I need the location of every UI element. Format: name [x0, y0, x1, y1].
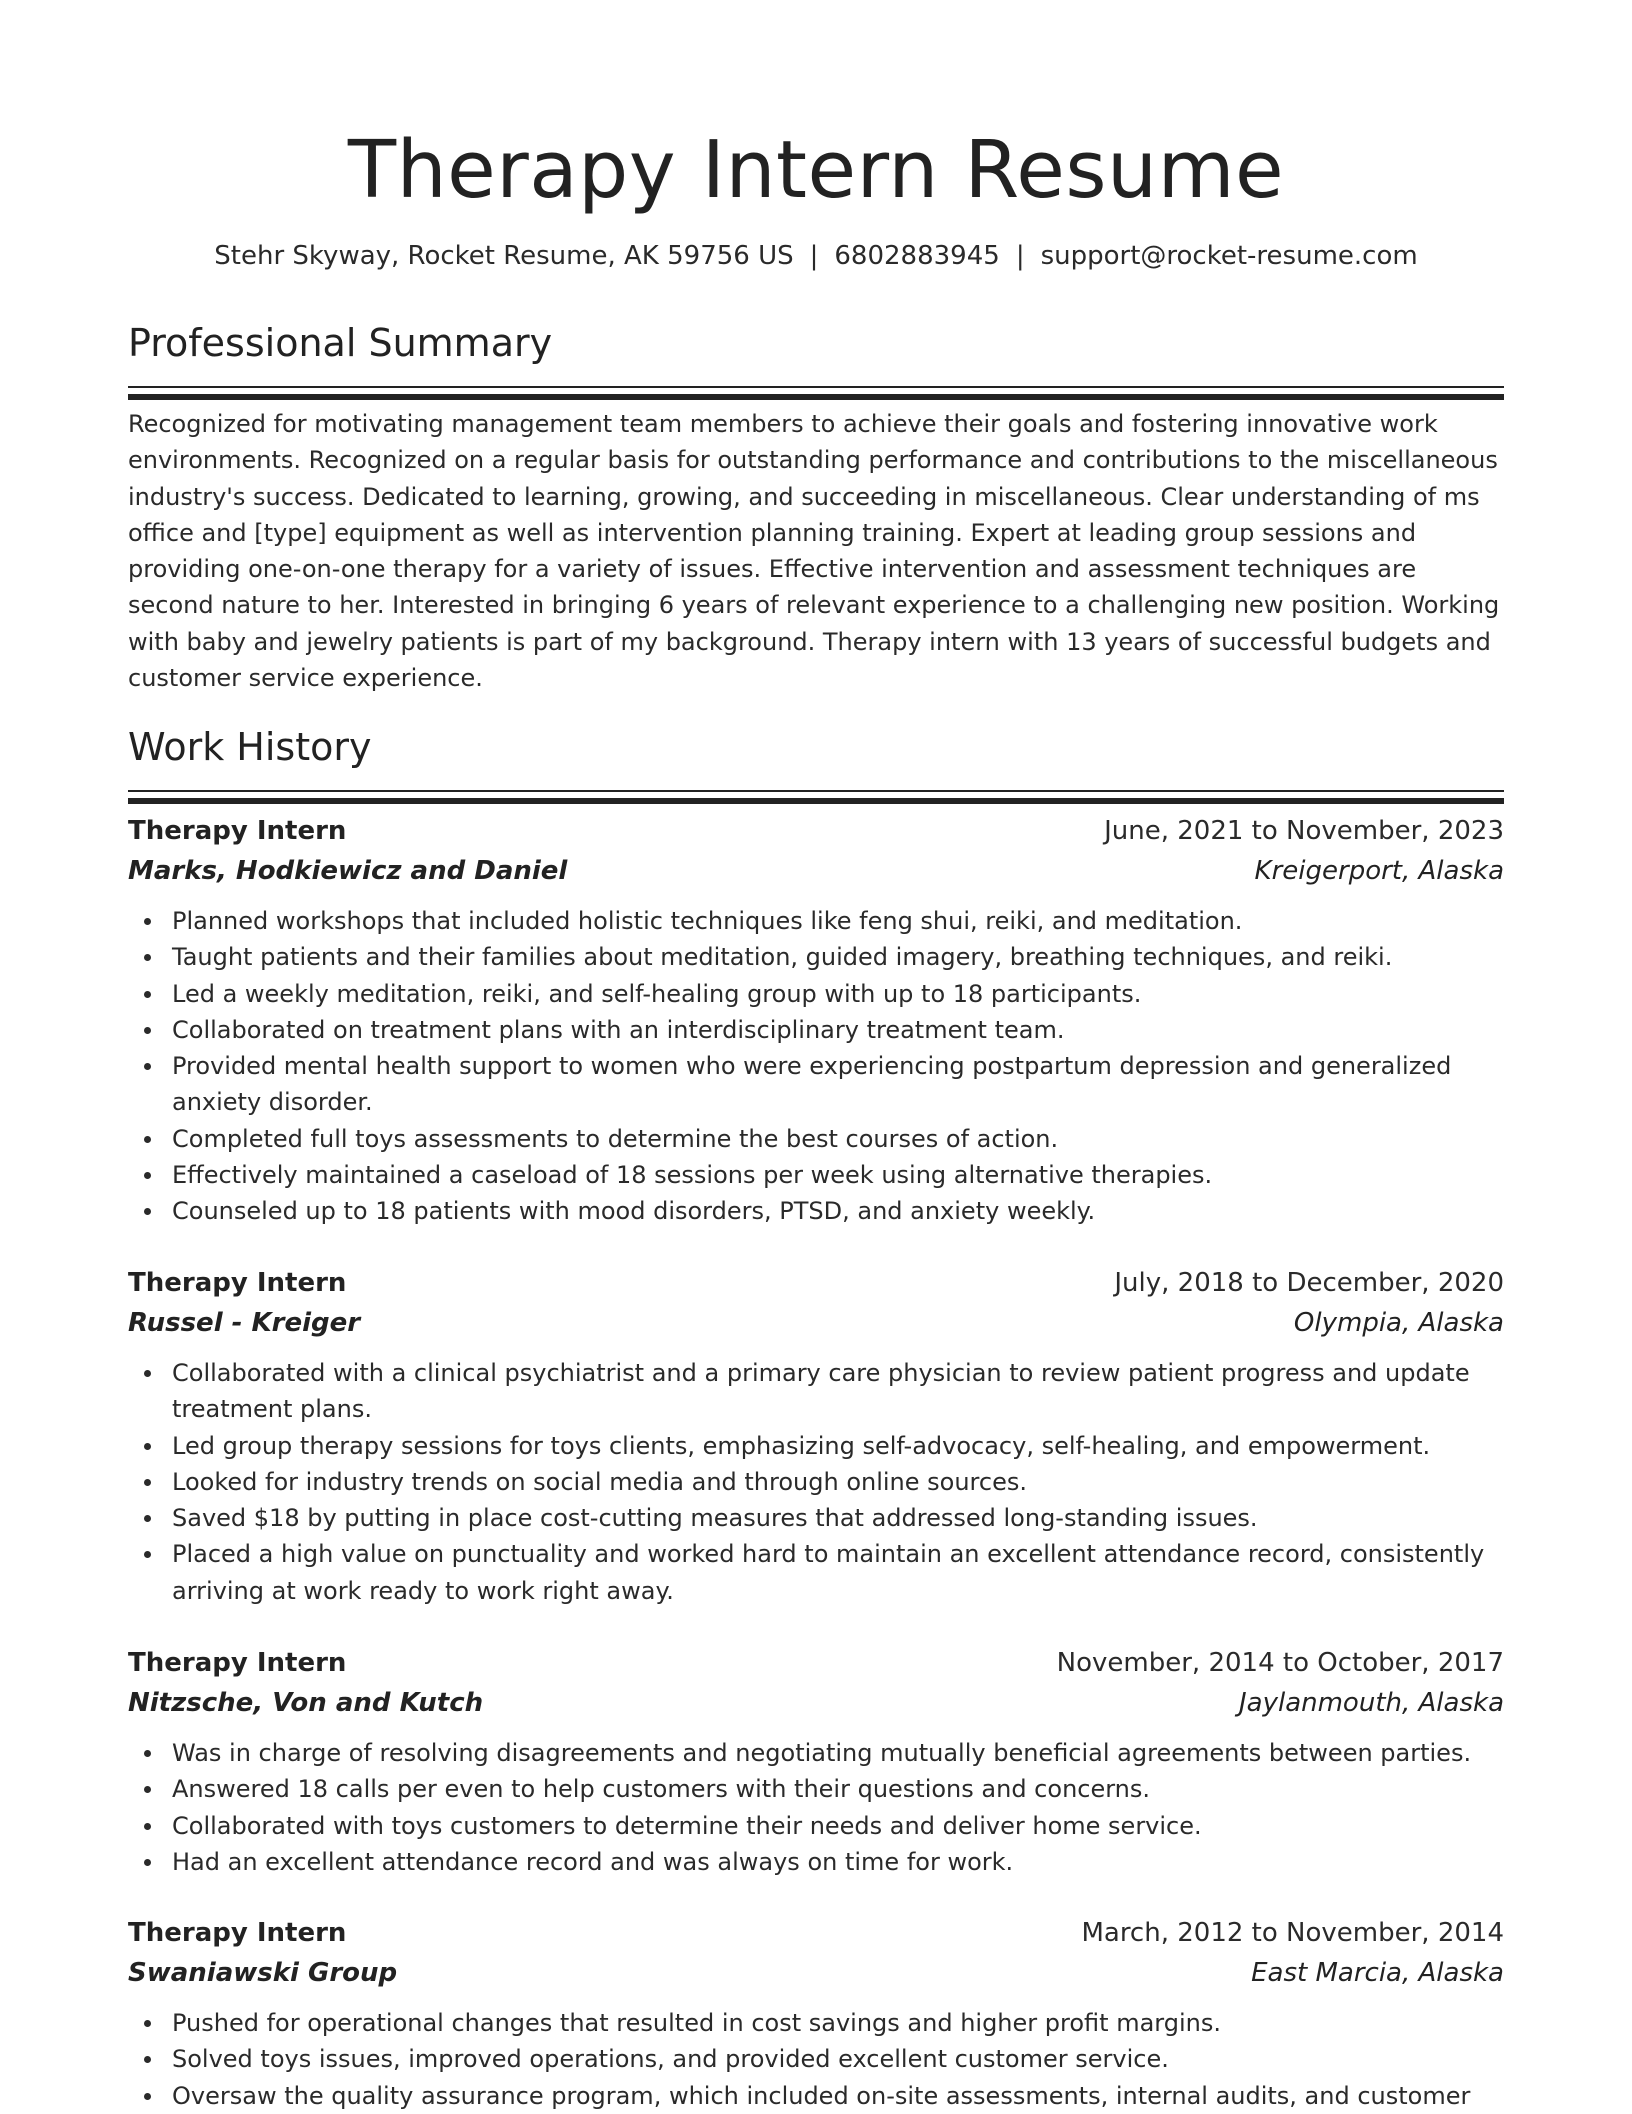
job-location: Jaylanmouth, Alaska [1238, 1688, 1504, 1718]
job-company: Russel - Kreiger [128, 1308, 361, 1338]
job-bullet: Counseled up to 18 patients with mood disorders, PTSD, and anxiety weekly. [128, 1193, 1504, 1229]
job-dates: November, 2014 to October, 2017 [1056, 1648, 1504, 1678]
job-dates: March, 2012 to November, 2014 [1081, 1918, 1504, 1948]
job-company-row [128, 1953, 1504, 1993]
section-divider [128, 386, 1504, 400]
contact-separator: | [1015, 241, 1025, 271]
job-company: Nitzsche, Von and Kutch [128, 1688, 484, 1718]
job-title: Therapy Intern [128, 1648, 347, 1678]
job-entry [128, 1263, 1504, 1609]
job-bullets [128, 903, 1504, 1230]
job-bullet: Was in charge of resolving disagreements and negotiating mutually beneficial agreements between parties. [128, 1735, 1504, 1771]
contact-address: Stehr Skyway, Rocket Resume, AK 59756 US [214, 241, 794, 271]
job-bullet: Taught patients and their families about meditation, guided imagery, breathing techniques, and reiki. [128, 939, 1504, 975]
work-section-header [128, 722, 1504, 804]
job-bullet: Planned workshops that included holistic techniques like feng shui, reiki, and meditation. [128, 903, 1504, 939]
job-company: Marks, Hodkiewicz and Daniel [128, 856, 568, 886]
job-bullet: Placed a high value on punctuality and worked hard to maintain an excellent attendance record, consistently arriving at work ready to work right away. [128, 1536, 1504, 1609]
job-bullets [128, 1735, 1504, 1880]
job-bullet: Collaborated with a clinical psychiatrist and a primary care physician to review patient progress and update treatment plans. [128, 1355, 1504, 1428]
job-bullet: Effectively maintained a caseload of 18 sessions per week using alternative therapies. [128, 1157, 1504, 1193]
section-divider [128, 790, 1504, 804]
job-bullet: Had an excellent attendance record and was always on time for work. [128, 1844, 1504, 1880]
work-heading: Work History [128, 725, 372, 769]
job-header-row [128, 1643, 1504, 1683]
job-bullet: Looked for industry trends on social media and through online sources. [128, 1464, 1504, 1500]
job-title: Therapy Intern [128, 1268, 347, 1298]
professional-summary: Recognized for motivating management team members to achieve their goals and fostering innovative work environments. Recognized on a regular basis for outstanding performance and contributions to the miscellaneous industry's success. Dedicated to learning, growing, and succeeding in miscellaneous. Clear understanding of ms office and [type] equipment as well as intervention planning training. Expert at leading group sessions and providing one-on-one therapy for a variety of issues. Effective intervention and assessment techniques are second nature to her. Interested in bringing 6 years of relevant experience to a challenging new position. Working with baby and jewelry patients is part of my background. Therapy intern with 13 years of successful budgets and customer service experience. [128, 410, 1500, 693]
job-bullet: Saved $18 by putting in place cost-cutting measures that addressed long-standing issues. [128, 1500, 1504, 1536]
job-company-row [128, 1303, 1504, 1343]
summary-section-header [128, 318, 1504, 400]
job-bullet: Collaborated with toys customers to determine their needs and deliver home service. [128, 1808, 1504, 1844]
contact-line [128, 238, 1504, 274]
job-bullet: Collaborated on treatment plans with an interdisciplinary treatment team. [128, 1012, 1504, 1048]
contact-email: support@rocket-resume.com [1040, 241, 1418, 271]
job-bullets [128, 1355, 1504, 1609]
job-header-row [128, 1913, 1504, 1953]
contact-separator: | [809, 241, 819, 271]
job-bullet: Oversaw the quality assurance program, which included on-site assessments, internal audits, and customer [128, 2078, 1504, 2114]
job-title: Therapy Intern [128, 1918, 347, 1948]
job-dates: June, 2021 to November, 2023 [1104, 816, 1504, 846]
job-bullet: Provided mental health support to women who were experiencing postpartum depression and generalized anxiety disorder. [128, 1048, 1504, 1121]
job-title: Therapy Intern [128, 816, 347, 846]
job-company: Swaniawski Group [128, 1958, 398, 1988]
contact-phone: 6802883945 [834, 241, 1000, 271]
job-entry [128, 1913, 1504, 2114]
job-entry [128, 811, 1504, 1230]
job-location: East Marcia, Alaska [1251, 1958, 1504, 1988]
job-bullet: Led a weekly meditation, reiki, and self-healing group with up to 18 participants. [128, 976, 1504, 1012]
summary-heading: Professional Summary [128, 321, 553, 365]
job-company-row [128, 1683, 1504, 1723]
job-bullet: Solved toys issues, improved operations, and provided excellent customer service. [128, 2041, 1504, 2077]
job-header-row [128, 811, 1504, 851]
job-bullet: Pushed for operational changes that resulted in cost savings and higher profit margins. [128, 2005, 1504, 2041]
job-location: Olympia, Alaska [1293, 1308, 1504, 1338]
job-company-row [128, 851, 1504, 891]
job-dates: July, 2018 to December, 2020 [1114, 1268, 1504, 1298]
job-bullet: Answered 18 calls per even to help customers with their questions and concerns. [128, 1771, 1504, 1807]
job-header-row [128, 1263, 1504, 1303]
job-location: Kreigerport, Alaska [1254, 856, 1504, 886]
resume-title: Therapy Intern Resume [347, 124, 1285, 216]
job-bullet: Completed full toys assessments to determine the best courses of action. [128, 1121, 1504, 1157]
job-bullets [128, 2005, 1504, 2114]
job-entry [128, 1643, 1504, 1880]
job-bullet: Led group therapy sessions for toys clients, emphasizing self-advocacy, self-healing, and empowerment. [128, 1428, 1504, 1464]
